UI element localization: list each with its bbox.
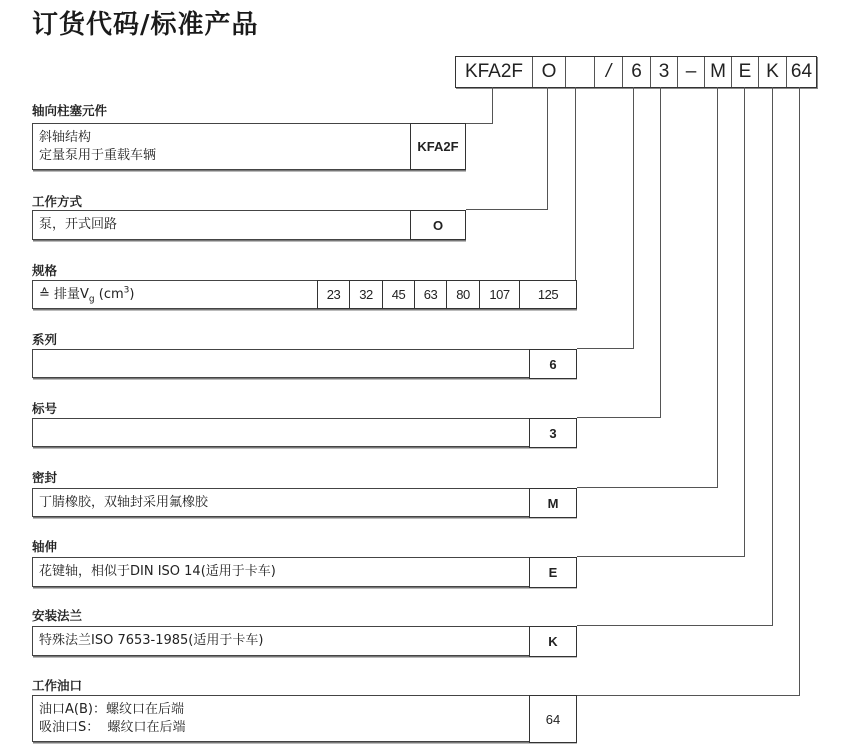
section-label-operating-mode: 工作方式 [32,194,83,209]
desc-line: 油口A(B)：螺纹口在后端 [39,701,184,717]
code-cell-flange: K [759,57,787,87]
connector-line-mode-h [466,209,548,210]
section-box-drive-shaft [32,557,576,587]
size-option-107: 107 [480,280,520,309]
section-label-series: 系列 [32,332,58,347]
section-desc-service-ports [39,701,186,737]
size-option-63: 63 [415,280,447,309]
connector-line-unit-h [466,123,493,124]
size-option-23: 23 [317,280,350,309]
section-label-size: 规格 [32,263,58,278]
desc-sub: g [88,293,95,304]
connector-line-series [633,87,634,349]
section-label-index: 标号 [32,401,58,416]
connector-line-index-h [577,417,661,418]
size-option-125: 125 [520,280,577,309]
section-box-seals [32,488,576,517]
connector-line-unit [492,87,493,124]
connector-line-shaft [744,87,745,557]
section-label-mounting-flange: 安装法兰 [32,608,83,623]
section-label-service-ports: 工作油口 [32,678,83,693]
code-cell-ports: 64 [790,61,813,82]
section-label-seals: 密封 [32,470,58,485]
option-cell-o: O [410,210,466,240]
code-cell-mode: O [533,57,566,87]
size-option-45: 45 [383,280,415,309]
connector-line-size [575,87,576,280]
section-desc-size [39,281,134,308]
connector-line-mode [547,87,548,210]
connector-line-seals-h [577,487,718,488]
section-label-axial-piston-unit: 轴向柱塞元件 [32,103,108,118]
desc-line: 斜轴结构 [39,129,92,145]
section-box-series [32,349,576,378]
code-cell-size [566,57,595,87]
code-cell-series: 6 [623,57,651,87]
connector-line-series-h [577,348,634,349]
connector-line-index [660,87,661,418]
code-cell-shaft: E [732,57,759,87]
desc-sup: 3 [123,285,130,296]
section-desc-seals: 丁腈橡胶，双轴封采用氟橡胶 [39,494,209,510]
code-cell-index: 3 [651,57,678,87]
connector-line-flange-h [577,625,773,626]
section-desc-axial-piston-unit [39,129,156,165]
size-option-80: 80 [447,280,480,309]
connector-line-ports [799,87,800,696]
section-label-drive-shaft: 轴伸 [32,539,58,554]
section-box-size [32,280,576,309]
desc-line: 定量泵用于重载车辆 [39,147,157,163]
section-box-operating-mode [32,210,465,240]
section-desc-mounting-flange: 特殊法兰ISO 7653-1985(适用于卡车) [39,633,264,648]
code-cell-dash: – [678,57,705,87]
option-cell-kfa2f: KFA2F [410,123,466,170]
section-desc-drive-shaft: 花键轴，相似于DIN ISO 14(适用于卡车) [39,564,276,579]
connector-line-flange [772,87,773,626]
desc-text: (cm [94,286,124,302]
option-cell-64: 64 [529,695,577,743]
option-cell-e: E [529,557,577,588]
connector-line-ports-h [577,695,800,696]
section-box-service-ports [32,695,576,742]
size-option-32: 32 [350,280,383,309]
option-cell-m: M [529,488,577,518]
section-box-axial-piston-unit [32,123,465,170]
desc-line: 吸油口S： 螺纹口在后端 [39,719,186,735]
order-code-bar [455,56,817,88]
desc-text: ≙ 排量V [39,286,89,302]
code-cell-slash: / [595,57,623,87]
option-cell-3: 3 [529,418,577,448]
option-cell-k: K [529,626,577,657]
page-title: 订货代码/标准产品 [32,10,259,40]
code-cell-seals: M [705,57,732,87]
connector-line-seals [717,87,718,488]
desc-text: ) [129,286,135,302]
option-cell-6: 6 [529,349,577,379]
connector-line-shaft-h [577,556,745,557]
section-box-mounting-flange [32,626,576,656]
code-cell-unit: KFA2F [456,57,533,87]
section-box-index [32,418,576,447]
section-desc-operating-mode: 泵，开式回路 [39,217,118,232]
